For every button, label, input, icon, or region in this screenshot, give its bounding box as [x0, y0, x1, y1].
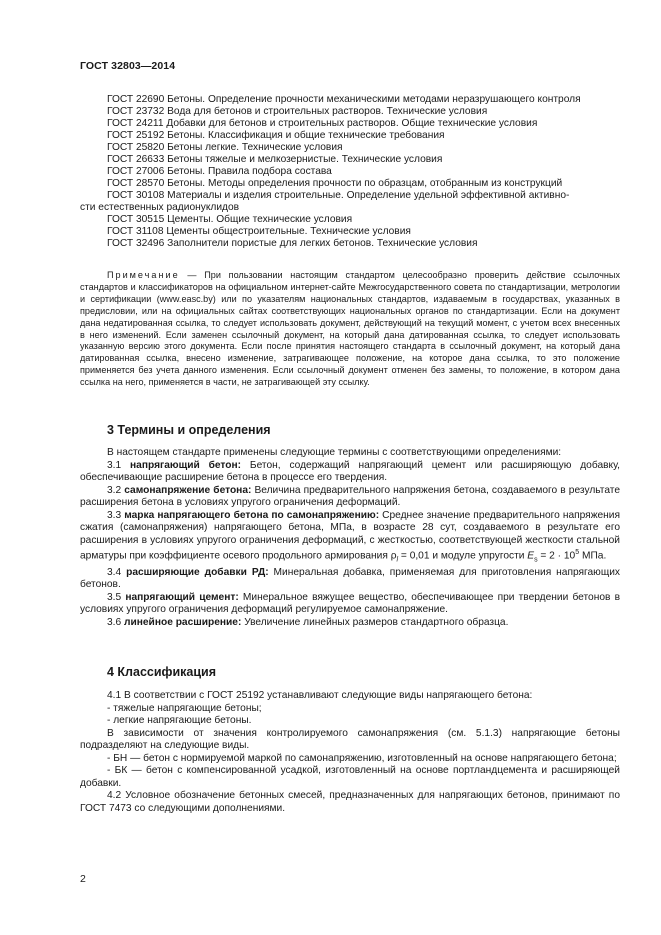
term-3-1: 3.1 напрягающий бетон: Бетон, содержащий напрягающий цемент или расширяющую добавку, обеспечивающие расширение бетона в процессе его твердения. [80, 459, 620, 483]
note-text: — При пользовании настоящим стандартом целесообразно проверить действие ссылочных стандартов и классификаторов на официальном интернет-сайте Межгосударственного совета по стандартизации, метрологии и сертификации (www.easc.by) или по указателям национальных стандартов, издаваемым в государствах, указанных в предисловии, или на официальных сайтах соответствующих национальных органов по стандартизации. Если на документ дана недатированная ссылка, то следует использовать документ, действующий на текущий момент, с учетом всех внесенных в него изменений. Если заменен ссылочный документ, на который дана датированная ссылка, то следует использовать указанную версию этого документа. Если после принятия настоящего стандарта в ссылочный документ, на который дана датированная ссылка, внесено изменение, затрагивающее положение, на которое дана ссылка, то это положение применяется без учета данного изменения. Если ссылочный документ отменен без замены, то положение, в котором дана ссылка на него, применяется в части, не затрагивающей эту ссылку. [80, 270, 620, 388]
reference-item: ГОСТ 31108 Цементы общестроительные. Технические условия [107, 226, 411, 237]
term-definition: Среднее значение предварительного напряжения сжатия (самонапряжения) напрягающего бетона, МПа, в возрасте 28 сут, создаваемого в результате его расширения в условиях упругого ограничения деформаций, с жесткостью, соответствующей жесткости стальной арматуры при коэффициенте осевого продольного армирования ρ [80, 509, 621, 562]
reference-item: ГОСТ 30515 Цементы. Общие технические условия [107, 214, 353, 225]
reference-item: ГОСТ 30108 Материалы и изделия строительные. Определение удельной эффективной активно- [107, 190, 570, 201]
term-definition: Величина предварительного напряжения бетона, создаваемого в результате расширения бетона в условиях упругого ограничения деформаций. [80, 484, 620, 508]
reference-item: ГОСТ 25192 Бетоны. Классификация и общие технические требования [107, 130, 445, 141]
term-name: марка напрягающего бетона по самонапряжению: [124, 509, 380, 521]
term-definition: Минеральная добавка, применяемая для приготовления напрягающих бетонов. [80, 566, 620, 591]
reference-item: ГОСТ 24211 Добавки для бетонов и строительных растворов. Общие технические условия [107, 118, 538, 129]
list-item: - легкие напрягающие бетоны. [107, 715, 252, 726]
page-number: 2 [80, 873, 86, 885]
reference-item: ГОСТ 26633 Бетоны тяжелые и мелкозернистые. Технические условия [107, 154, 443, 165]
term-name: расширяющие добавки РД: [126, 566, 269, 578]
reference-item: ГОСТ 28570 Бетоны. Методы определения прочности по образцам, отобранным из конструкций [107, 178, 563, 189]
term-name: напрягающий цемент: [125, 591, 239, 603]
reference-item-continuation: сти естественных радионуклидов [80, 202, 240, 213]
paragraph: 4.2 Условное обозначение бетонных смесей, предназначенных для напрягающих бетонов, принимают по ГОСТ 7473 со следующими дополнениями. [80, 790, 620, 814]
paragraph: 4.1 В соответствии с ГОСТ 25192 устанавливают следующие виды напрягающего бетона: [107, 690, 533, 701]
term-definition: Минеральное вяжущее вещество, обеспечивающее при твердении бетонов в условиях упругого ограничения деформаций регулируемое самонапряжение. [80, 591, 620, 616]
term-3-4: 3.4 расширяющие добавки РД: Минеральная добавка, применяемая для приготовления напрягающих бетонов. [80, 566, 620, 591]
reference-item: ГОСТ 25820 Бетоны легкие. Технические условия [107, 142, 343, 153]
term-definition: Увеличение линейных размеров стандартного образца. [241, 616, 509, 628]
reference-item: ГОСТ 23732 Вода для бетонов и строительных растворов. Технические условия [107, 106, 488, 117]
term-3-5: 3.5 напрягающий цемент: Минеральное вяжущее вещество, обеспечивающее при твердении бетонов в условиях упругого ограничения деформаций регулируемое самонапряжение. [80, 591, 620, 616]
reference-item: ГОСТ 32496 Заполнители пористые для легких бетонов. Технические условия [107, 238, 478, 249]
list-item: - БК — бетон с компенсированной усадкой, изготовленный на основе портландцемента и расширяющей добавки. [80, 765, 620, 789]
term-definition: Бетон, содержащий напрягающий цемент или расширяющую добавку, обеспечивающие расширение бетона в процессе его твердения. [80, 459, 620, 483]
note-paragraph [80, 270, 620, 389]
list-item: - тяжелые напрягающие бетоны; [107, 702, 262, 714]
list-item: - БН — бетон с нормируемой маркой по самонапряжению, изготовленный на основе напрягающего бетона; [107, 752, 617, 764]
term-3-2: 3.2 самонапряжение бетона: Величина предварительного напряжения бетона, создаваемого в результате расширения бетона в условиях упругого ограничения деформаций. [80, 484, 620, 508]
term-name: линейное расширение: [124, 616, 242, 628]
section-3-body [80, 447, 620, 629]
document-header: ГОСТ 32803—2014 [80, 60, 176, 72]
term-3-3: 3.3 марка напрягающего бетона по самонапряжению: Среднее значение предварительного напряжения сжатия (самонапряжения) напрягающего бетона, МПа, в возрасте 28 сут, создаваемого в результате его расширения в условиях упругого ограничения деформаций, с жесткостью, соответствующей жесткости стальной арматуры при коэффициенте осевого продольного армирования $\rho_l = 0,01$ и модуле упругости $E_s = 2 \cdot 10^5$ МПа. [80, 509, 621, 564]
term-name: самонапряжение бетона: [124, 484, 252, 496]
term-3-6: 3.6 линейное расширение: Увеличение линейных размеров стандартного образца. [107, 616, 509, 628]
section-4-body [80, 690, 620, 815]
reference-item: ГОСТ 27006 Бетоны. Правила подбора состава [107, 166, 332, 177]
reference-list [80, 94, 620, 250]
term-name: напрягающий бетон: [130, 459, 242, 471]
paragraph: В зависимости от значения контролируемого самонапряжения (см. 5.1.3) напрягающие бетоны подразделяют на следующие виды. [80, 727, 620, 751]
section-3-title: 3 Термины и определения [107, 423, 271, 437]
section-4-title: 4 Классификация [107, 665, 217, 679]
section-3-intro: В настоящем стандарте применены следующие термины с соответствующими определениями: [107, 447, 562, 458]
reference-item: ГОСТ 22690 Бетоны. Определение прочности механическими методами неразрушающего контроля [107, 94, 581, 105]
note-label: Примечание [107, 270, 180, 280]
